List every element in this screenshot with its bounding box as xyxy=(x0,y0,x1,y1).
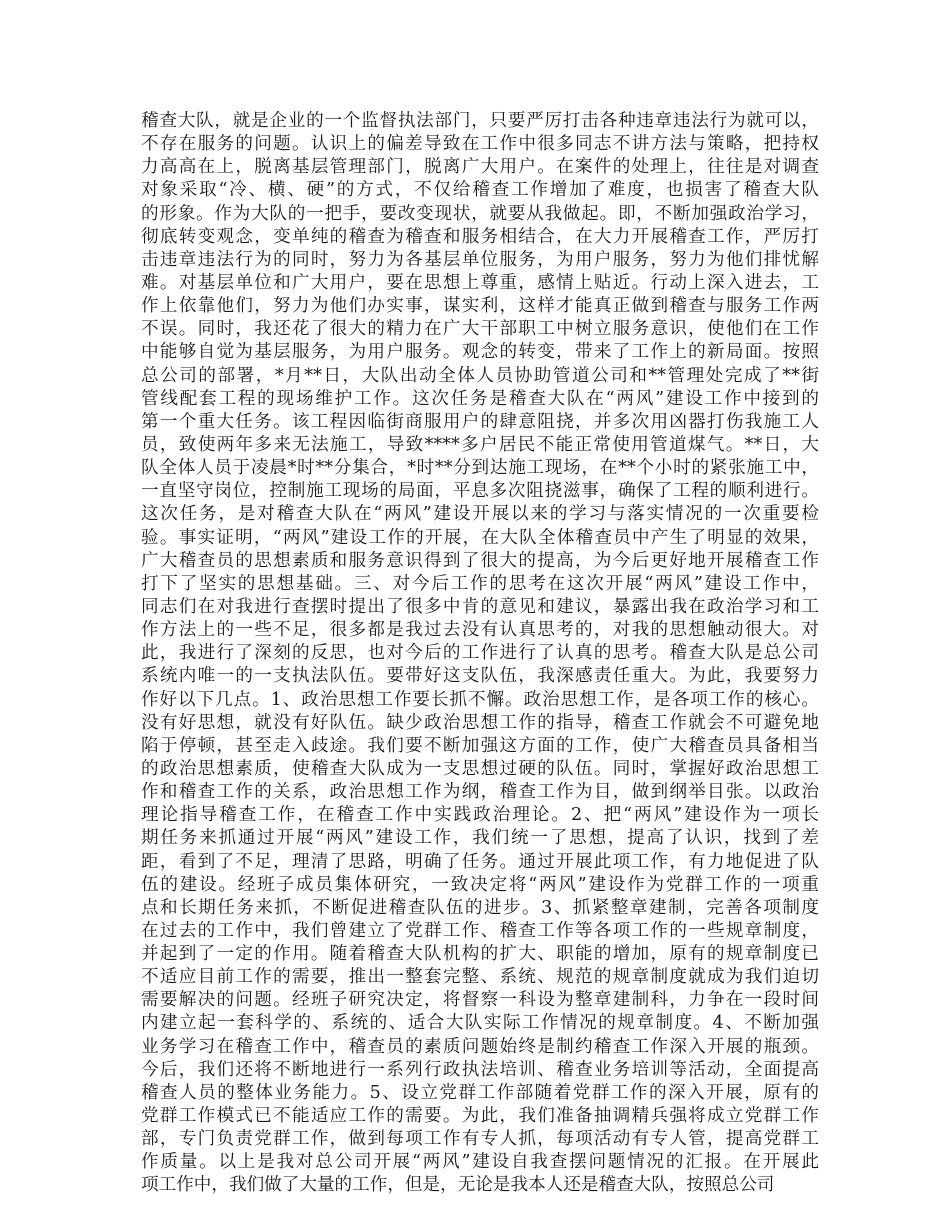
text-line: 今后，我们还将不断地进行一系列行政执法培训、稽查业务培训等活动，全面提高 xyxy=(141,1059,819,1080)
text-line: 这次任务，是对稽查大队在“两风”建设开展以来的学习与落实情况的一次重要检 xyxy=(141,504,819,525)
text-line: 伍的建设。经班子成员集体研究，一致决定将“两风”建设作为党群工作的一项重 xyxy=(141,874,819,895)
text-line: 第一个重大任务。该工程因临街商服用户的肆意阻挠，并多次用凶器打伤我施工人 xyxy=(141,411,819,432)
text-line: 作和稽查工作的关系，政治思想工作为纲，稽查工作为目，做到纲举目张。以政治 xyxy=(141,782,819,803)
text-line: 总公司的部署，*月**日，大队出动全体人员协助管道公司和**管理处完成了**街 xyxy=(141,365,819,386)
text-line: 在过去的工作中，我们曾建立了党群工作、稽查工作等各项工作的一些规章制度， xyxy=(141,920,819,941)
text-line: 不存在服务的问题。认识上的偏差导致在工作中很多同志不讲方法与策略，把持权 xyxy=(141,134,819,155)
text-line: 点和长期任务来抓，不断促进稽查队伍的进步。3、抓紧整章建制，完善各项制度 xyxy=(141,897,819,918)
text-line: 击违章违法行为的同时，努力为各基层单位服务，为用户服务，努力为他们排忧解 xyxy=(141,249,819,270)
text-line: 此，我进行了深刻的反思，也对今后的工作进行了认真的思考。稽查大队是总公司 xyxy=(141,643,819,664)
text-line: 期任务来抓通过开展“两风”建设工作，我们统一了思想，提高了认识，找到了差 xyxy=(141,828,819,849)
text-line: 的形象。作为大队的一把手，要改变现状，就要从我做起。即，不断加强政治学习， xyxy=(141,203,819,224)
text-line: 彻底转变观念，变单纯的稽查为稽查和服务相结合，在大力开展稽查工作，严厉打 xyxy=(141,226,819,247)
text-line: 项工作中，我们做了大量的工作，但是，无论是我本人还是稽查大队，按照总公司 xyxy=(141,1175,775,1196)
text-line: 作质量。以上是我对总公司开展“两风”建设自我查摆问题情况的汇报。在开展此 xyxy=(141,1152,819,1173)
body-text xyxy=(141,110,819,1198)
text-line: 队全体人员于凌晨*时**分集合，*时**分到达施工现场，在**个小时的紧张施工中， xyxy=(141,458,819,479)
text-line: 并起到了一定的作用。随着稽查大队机构的扩大、职能的增加，原有的规章制度已 xyxy=(141,944,819,965)
text-line: 稽查人员的整体业务能力。5、设立党群工作部随着党群工作的深入开展，原有的 xyxy=(141,1082,819,1103)
text-line: 作上依靠他们，努力为他们办实事，谋实利，这样才能真正做到稽查与服务工作两 xyxy=(141,296,819,317)
text-line: 同志们在对我进行查摆时提出了很多中肯的意见和建议，暴露出我在政治学习和工 xyxy=(141,596,819,617)
text-line: 稽查大队，就是企业的一个监督执法部门，只要严厉打击各种违章违法行为就可以， xyxy=(141,111,819,131)
text-line: 不适应目前工作的需要，推出一整套完整、系统、规范的规章制度就成为我们迫切 xyxy=(141,967,819,988)
text-line: 不误。同时，我还花了很大的精力在广大干部职工中树立服务意识，使他们在工作 xyxy=(141,319,819,340)
text-line: 中能够自觉为基层服务，为用户服务。观念的转变，带来了工作上的新局面。按照 xyxy=(141,342,819,363)
text-line: 系统内唯一的一支执法队伍。要带好这支队伍，我深感责任重大。为此，我要努力 xyxy=(141,666,819,687)
text-line: 打下了坚实的思想基础。三、对今后工作的思考在这次开展“两风”建设工作中， xyxy=(141,573,819,594)
text-line: 验。事实证明，“两风”建设工作的开展，在大队全体稽查员中产生了明显的效果， xyxy=(141,527,819,548)
text-line: 党群工作模式已不能适应工作的需要。为此，我们准备抽调精兵强将成立党群工作 xyxy=(141,1106,819,1127)
text-line: 陷于停顿，甚至走入歧途。我们要不断加强这方面的工作，使广大稽查员具备相当 xyxy=(141,735,819,756)
text-line: 内建立起一套科学的、系统的、适合大队实际工作情况的规章制度。4、不断加强 xyxy=(141,1013,819,1034)
text-line: 广大稽查员的思想素质和服务意识得到了很大的提高，为今后更好地开展稽查工作 xyxy=(141,550,819,571)
text-line: 的政治思想素质，使稽查大队成为一支思想过硬的队伍。同时，掌握好政治思想工 xyxy=(141,758,819,779)
text-line: 一直坚守岗位，控制施工现场的局面，平息多次阻挠滋事，确保了工程的顺利进行。 xyxy=(141,481,819,502)
text-line: 作方法上的一些不足，很多都是我过去没有认真思考的，对我的思想触动很大。对 xyxy=(141,620,819,641)
text-line: 力高高在上，脱离基层管理部门，脱离广大用户。在案件的处理上，往往是对调查 xyxy=(141,157,819,178)
text-line: 员，致使两年多来无法施工，导致****多户居民不能正常使用管道煤气。**日，大 xyxy=(141,434,819,455)
text-line: 部，专门负责党群工作，做到每项工作有专人抓，每项活动有专人管，提高党群工 xyxy=(141,1129,819,1150)
text-line: 需要解决的问题。经班子研究决定，将督察一科设为整章建制科，力争在一段时间 xyxy=(141,990,819,1011)
text-line: 理论指导稽查工作，在稽查工作中实践政治理论。2、把“两风”建设作为一项长 xyxy=(141,805,819,826)
text-line: 业务学习在稽查工作中，稽查员的素质问题始终是制约稽查工作深入开展的瓶颈。 xyxy=(141,1036,819,1057)
text-line: 管线配套工程的现场维护工作。这次任务是稽查大队在“两风”建设工作中接到的 xyxy=(141,388,819,409)
text-line: 对象采取“冷、横、硬”的方式，不仅给稽查工作增加了难度，也损害了稽查大队 xyxy=(141,180,819,201)
text-line: 作好以下几点。1、政治思想工作要长抓不懈。政治思想工作，是各项工作的核心。 xyxy=(141,689,819,710)
text-line: 没有好思想，就没有好队伍。缺少政治思想工作的指导，稽查工作就会不可避免地 xyxy=(141,712,819,733)
text-line: 距，看到了不足，理清了思路，明确了任务。通过开展此项工作，有力地促进了队 xyxy=(141,851,819,872)
text-line: 难。对基层单位和广大用户，要在思想上尊重，感情上贴近。行动上深入进去，工 xyxy=(141,272,819,293)
